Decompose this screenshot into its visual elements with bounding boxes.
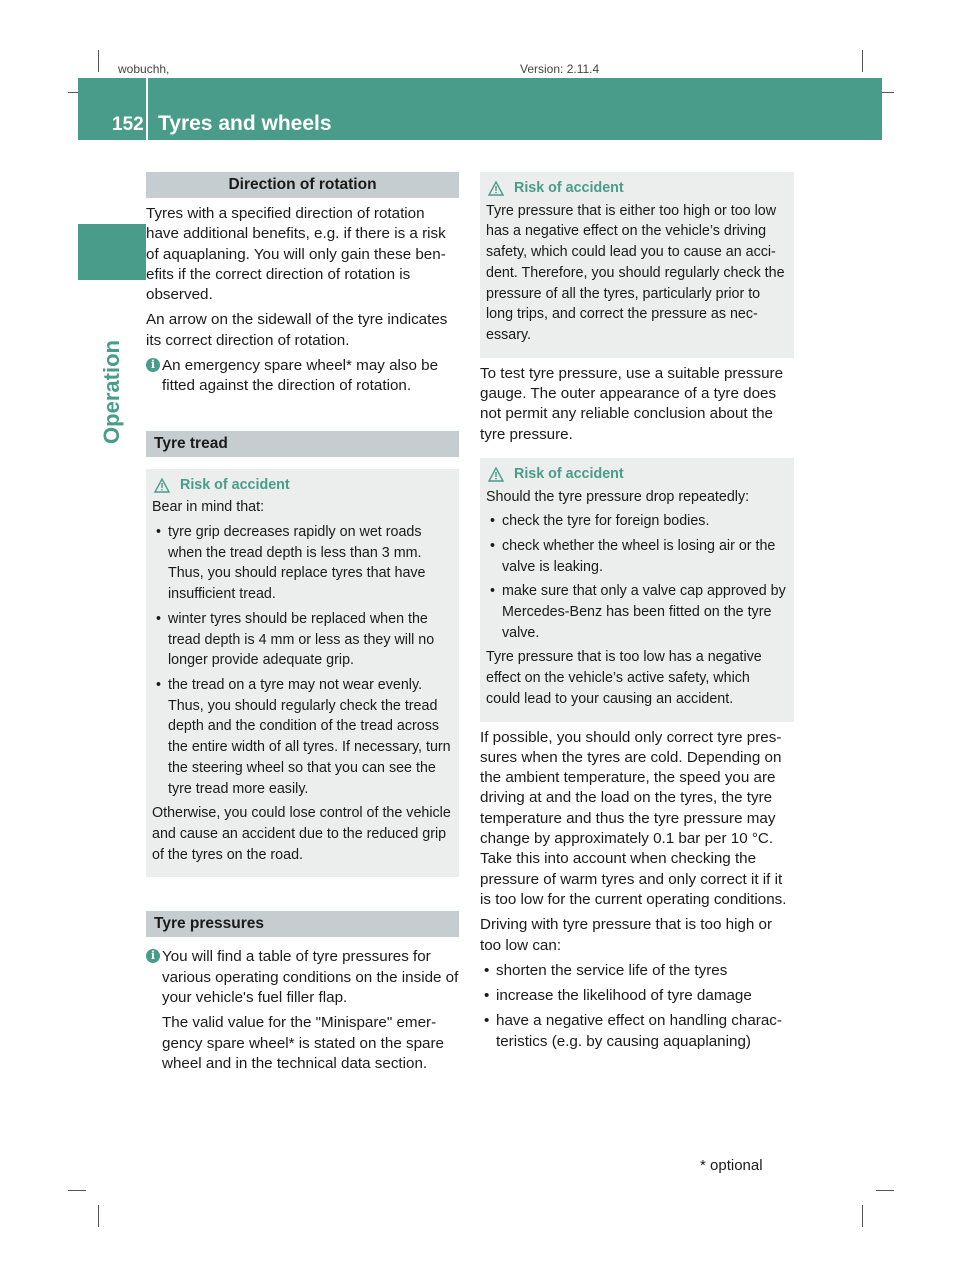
crop-mark [98,50,99,72]
warning-title: Risk of accident [152,475,451,496]
section-heading-pressures: Tyre pressures [146,911,459,937]
crop-mark [862,1205,863,1227]
warning-box-tread [146,469,459,878]
page-number: 152 [112,114,144,135]
page-title: Tyres and wheels [158,112,332,135]
warning-bullet: • make sure that only a valve cap approved by Mercedes-Benz has been fitted on the tyre valve. [486,581,786,643]
warning-triangle-icon [154,478,170,493]
warning-bullet: • check whether the wheel is losing air or the valve is leaking. [486,536,786,577]
warning-text: Tyre pressure that is either too high or too low has a negative effect on the vehicle’s driving safety, which could lead you to cause an accident. Therefore, you should regularly check the pressure of all the tyres, particularly prior to long trips, and correct the pressure as necessary. [486,202,785,343]
info-note-rotation [146,356,459,397]
left-column [146,172,459,1079]
warning-bullet: • check the tyre for foreign bodies. [486,511,786,532]
warning-triangle-icon [488,181,504,196]
info-note-pressures [146,947,459,1074]
warning-outro: Tyre pressure that is too low has a negative effect on the vehicle’s active safety, which could lead to your causing an accident. [486,649,762,707]
list-item: • have a negative effect on handling characteristics (e.g. by causing aquaplaning) [480,1011,794,1052]
crop-mark [876,1190,894,1191]
print-meta-left: wobuchh, [118,62,170,76]
cold-tyres-paragraph: If possible, you should only correct tyre pressures when the tyres are cold. Depending on the ambient temperature, the speed you are driving at and the load on the tyres, the tyre temperature and thus the tyre pressure may change by approximately 0.1 bar per 10 °C. Take this into account when checking the pressure of warm tyres and only correct it if it is too low for the current operating conditions. [480,728,787,908]
warning-bullet: • tyre grip decreases rapidly on wet roads when the tread depth is less than 3 mm. Thus, you should replace tyres that have insufficient tread. [152,522,451,605]
warning-title: Risk of accident [486,178,786,199]
crop-mark [862,50,863,72]
warning-title: Risk of accident [486,464,786,485]
warning-outro: Otherwise, you could lose control of the vehicle and cause an accident due to the reduced grip of the tyres on the road. [152,805,451,863]
warning-intro: Should the tyre pressure drop repeatedly: [486,488,750,505]
warning-bullet: • the tread on a tyre may not wear evenly. Thus, you should regularly check the tread depth and the condition of the tread across the entire width of all tyres. If necessary, turn the steering wheel so that you can see the tyre tread more easily. [152,675,451,799]
warning-box-pressure [480,172,794,358]
warning-intro: Bear in mind that: [152,499,265,516]
wrong-pressure-paragraph: Driving with tyre pressure that is too high or too low can: [480,916,773,954]
crop-mark [98,1205,99,1227]
section-heading-rotation: Direction of rotation [146,172,459,198]
warning-bullet: • winter tyres should be replaced when the tread depth is 4 mm or less as they will no longer provide adequate grip. [152,609,451,671]
crop-mark [68,1190,86,1191]
warning-box-pressure-drop [480,458,794,722]
info-text: You will find a table of tyre pressures for various operating conditions on the inside of your vehicle's fuel filler flap. [162,948,459,1006]
info-text: The valid value for the "Minispare" emergency spare wheel* is stated on the spare wheel and in the technical data section. [162,1014,444,1072]
rotation-paragraph-2: An arrow on the sidewall of the tyre indicates its correct direction of rotation. [146,311,448,349]
print-meta-right: Version: 2.11.4 [520,62,600,76]
warning-triangle-icon [488,467,504,482]
info-icon: i [146,949,160,963]
side-tab-label [78,292,146,492]
footnote-optional: * optional [700,1157,763,1174]
list-item: • increase the likelihood of tyre damage [480,986,794,1006]
header-separator [146,78,148,140]
list-item: • shorten the service life of the tyres [480,961,794,981]
rotation-paragraph-1: Tyres with a specified direction of rotation have additional benefits, e.g. if there is a risk of aquaplaning. You will only gain these benefits if the correct direction of rotation is observed. [146,205,446,304]
info-icon: i [146,358,160,372]
pressure-gauge-paragraph: To test tyre pressure, use a suitable pressure gauge. The outer appearance of a tyre does not permit any reliable conclusion about the tyre pressure. [480,364,784,443]
info-text: An emergency spare wheel* may also be fitted against the direction of rotation. [162,357,439,395]
side-tab-block [78,224,146,280]
side-tab-text: Operation [99,340,124,444]
section-heading-tread: Tyre tread [146,431,459,457]
right-column [480,172,794,1057]
